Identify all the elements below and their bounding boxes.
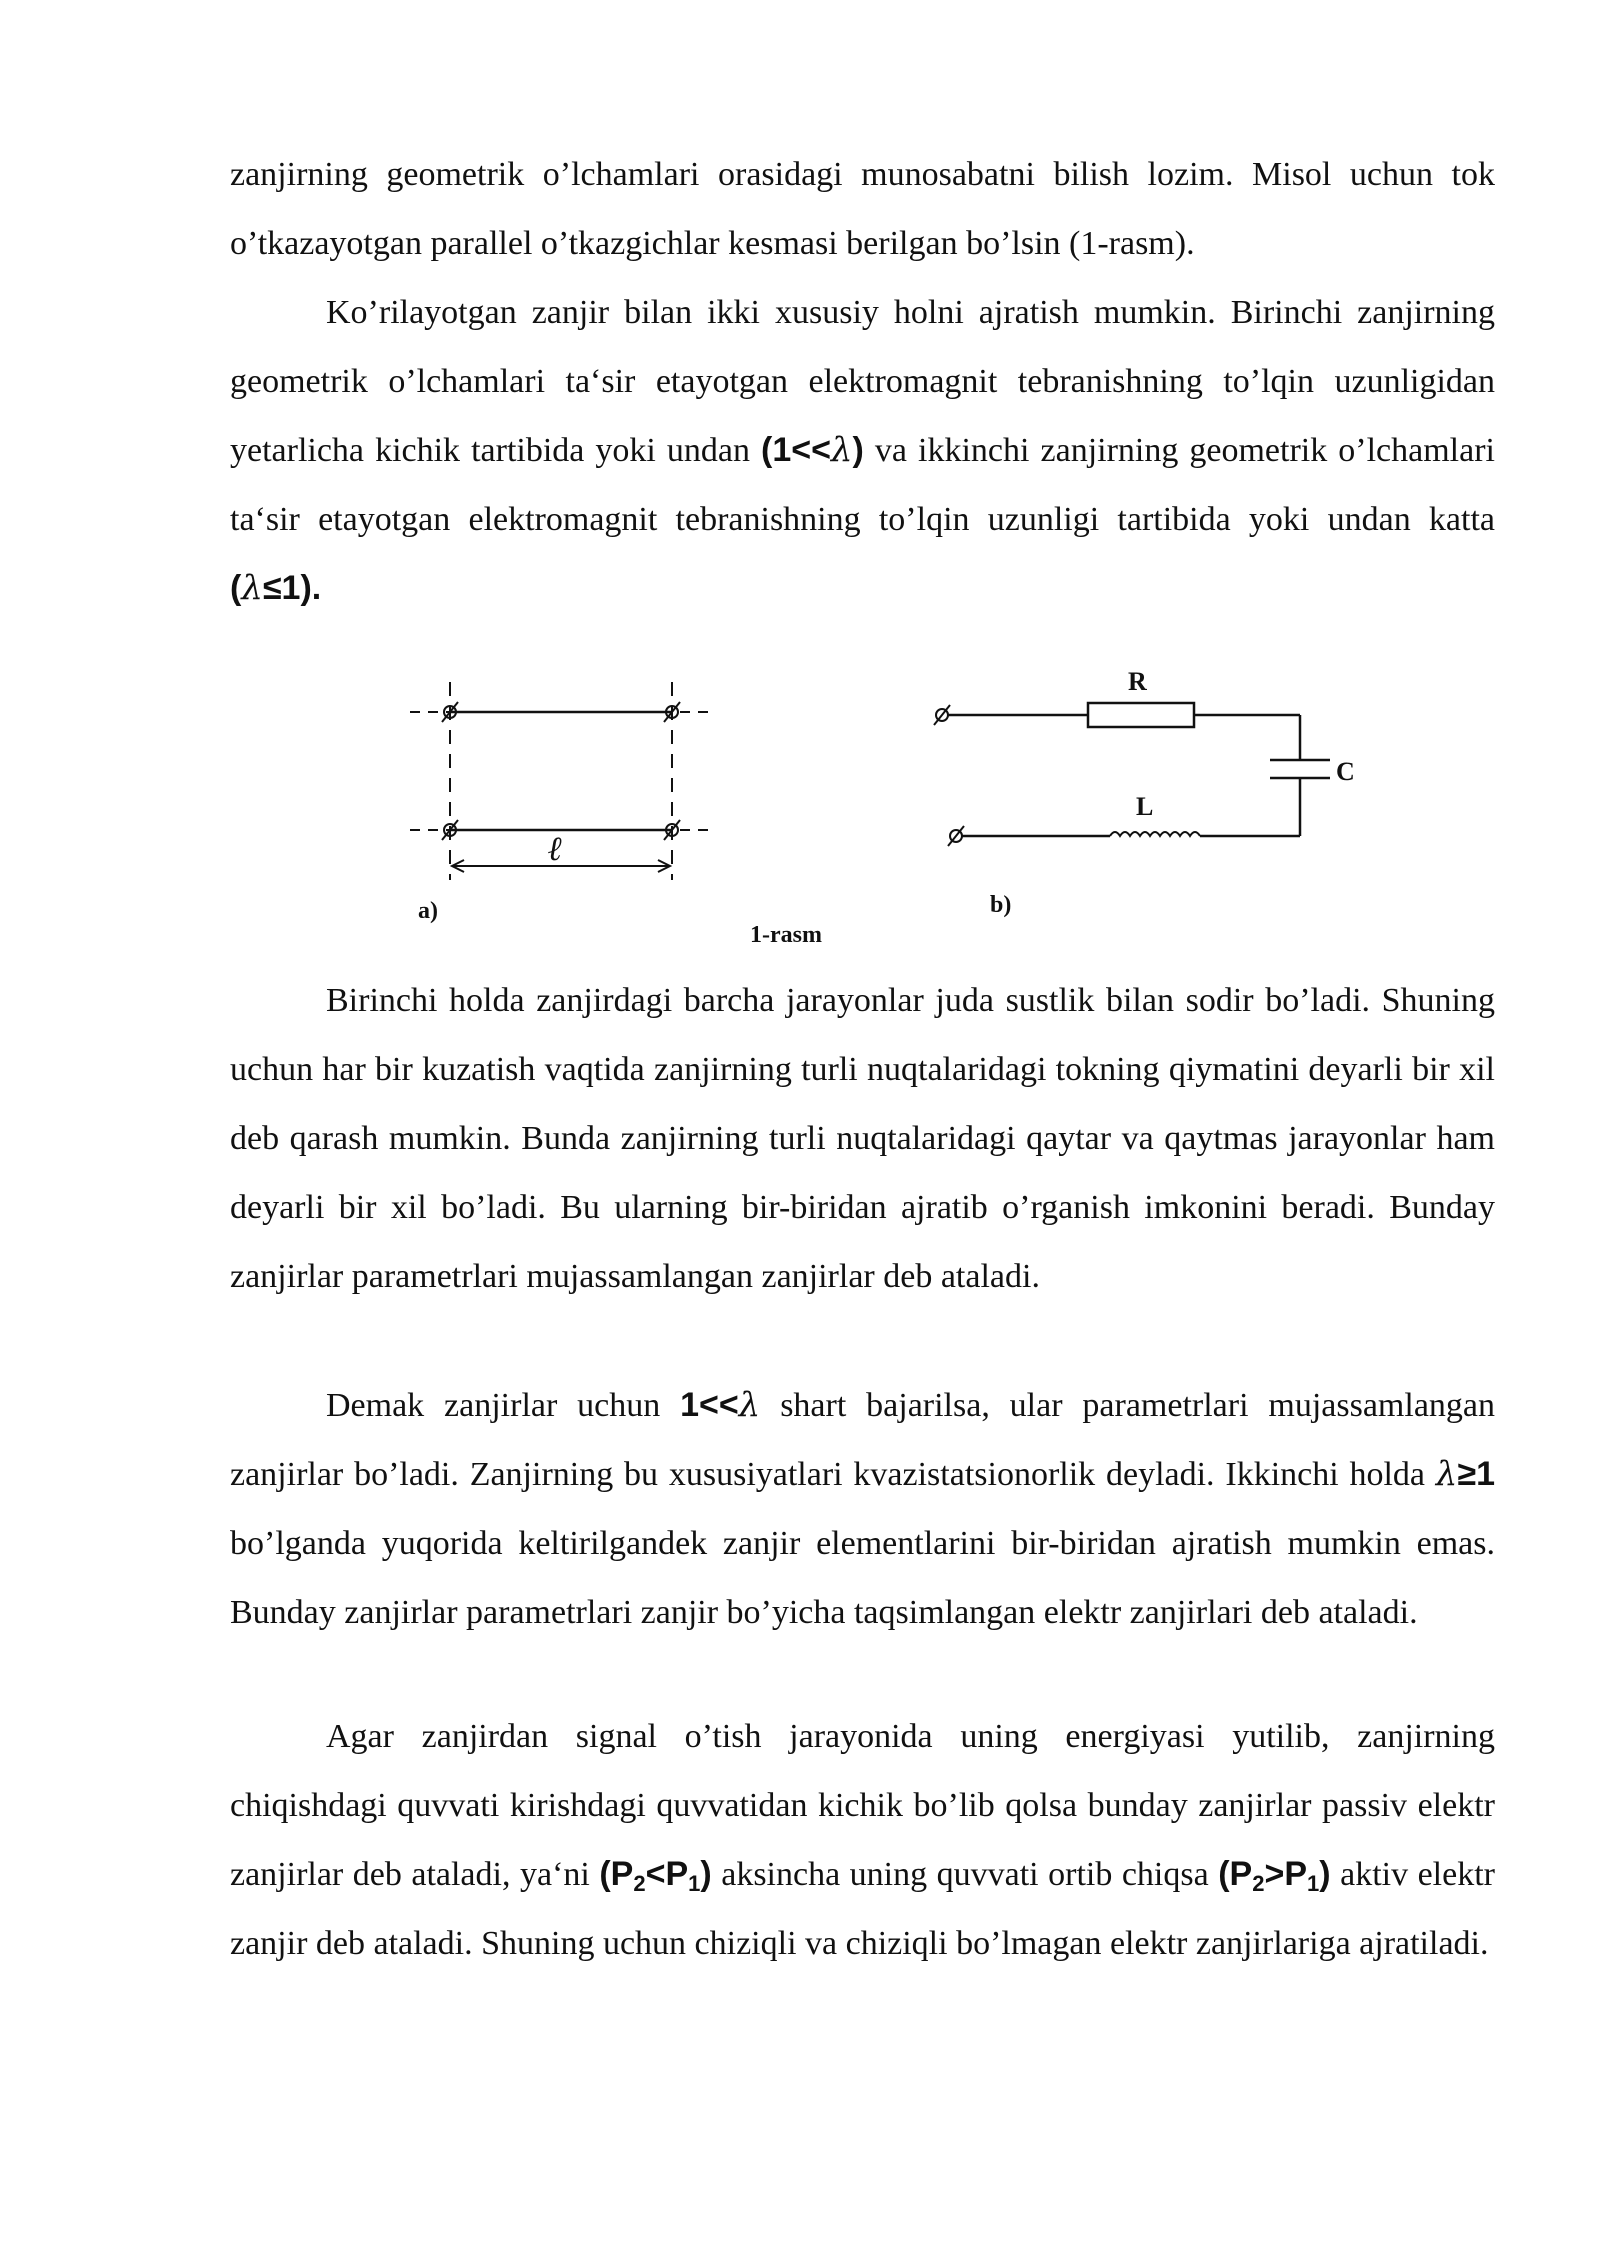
- inductor-icon: [1110, 832, 1200, 836]
- condition-much-less-close: ): [852, 431, 864, 469]
- paragraph-5: [230, 1702, 1495, 1978]
- inductor-label: L: [1136, 792, 1154, 821]
- lambda-symbol: λ: [738, 1385, 761, 1425]
- condition-le-close: ).: [300, 569, 322, 607]
- figure-caption: 1-rasm: [750, 922, 822, 948]
- active-condition: $(P_2>P_1)$: [1218, 1855, 1331, 1896]
- condition-le-value: ≤1: [262, 569, 301, 607]
- paragraph-5-text-c: aktiv elektr zanjir deb ataladi. Shuning uchun chiziqli va chiziqli bo’lmagan elektr zanjirlariga ajratiladi.: [230, 1856, 1495, 1962]
- lambda-symbol: λ: [830, 430, 853, 470]
- paragraph-2-text-b: va ikkinchi zanjirning geometrik o’lchamlari ta‘sir etayotgan elektromagnit tebranishning to’lqin uzunligi tartibida yoki undan katta: [230, 432, 1495, 538]
- paragraph-5-text-a: Agar zanjirdan signal o’tish jarayonida uning energiyasi yutilib, zanjirning chiqishdagi quvvati kirishdagi quvvatidan kichik bo’lib qolsa bunday zanjirlar passiv elektr zanjirlar deb ataladi, ya‘ni: [230, 1718, 1495, 1893]
- paragraph-4: [230, 1371, 1495, 1647]
- paragraph-1-text: zanjirning geometrik o’lchamlari orasidagi munosabatni bilish lozim. Misol uchun tok o’tkazayotgan parallel o’tkazgichlar kesmasi berilgan bo’lsin (1-rasm).: [230, 156, 1495, 262]
- capacitor-label: C: [1336, 757, 1355, 786]
- paragraph-3-text: Birinchi holda zanjirdagi barcha jarayonlar juda sustlik bilan sodir bo’ladi. Shuning uchun har bir kuzatish vaqtida zanjirning turli nuqtalaridagi tokning qiymatini deyarli bir xil deb qarash mumkin. Bunda zanjirning turli nuqtalaridagi qaytar va qaytmas jarayonlar ham deyarli bir xil bo’ladi. Bu ularning bir-biridan ajratib o’rganish imkonini beradi. Bunday zanjirlar parametrlari mujassamlangan zanjirlar deb ataladi.: [230, 982, 1495, 1295]
- figure-label-b: b): [990, 892, 1012, 918]
- paragraph-5-text-b: aksincha uning quvvati ortib chiqsa: [711, 1856, 1219, 1893]
- paragraph-4-text-a: Demak zanjirlar uchun: [326, 1387, 681, 1424]
- paragraph-3: [230, 966, 1495, 1311]
- lambda-symbol: λ: [241, 568, 263, 608]
- lambda-symbol: λ: [1435, 1454, 1458, 1494]
- length-label: ℓ: [548, 831, 563, 868]
- paragraph-4-text-c: bo’lganda yuqorida keltirilgandek zanjir elementlarini bir-biridan ajratish mumkin emas. Bunday zanjirlar parametrlari zanjir bo’yicha taqsimlangan elektr zanjirlari deb ataladi.: [230, 1525, 1495, 1631]
- resistor-label: R: [1128, 667, 1147, 696]
- condition-much-less: 1<<: [680, 1386, 739, 1424]
- passive-condition: $(P_2<P_1)$: [599, 1855, 712, 1896]
- paragraph-4-text-b: shart bajarilsa, ular parametrlari mujassamlangan zanjirlar bo’ladi. Zanjirning bu xususiyatlari kvazistatsionorlik deyladi. Ikkinchi holda: [230, 1387, 1496, 1493]
- figure-label-a: a): [418, 898, 438, 924]
- condition-much-less-open: (1<<: [761, 431, 831, 469]
- paragraph-2-text-a: Ko’rilayotgan zanjir bilan ikki xususiy holni ajratish mumkin. Birinchi zanjirning geometrik o’lchamlari ta‘sir etayotgan elektromagnit tebranishning to’lqin uzunligidan yetarlicha kichik tartibida yoki undan: [230, 294, 1495, 469]
- resistor-icon: [1088, 703, 1194, 727]
- condition-ge: ≥1: [1457, 1455, 1495, 1493]
- condition-le-open: (: [230, 569, 242, 607]
